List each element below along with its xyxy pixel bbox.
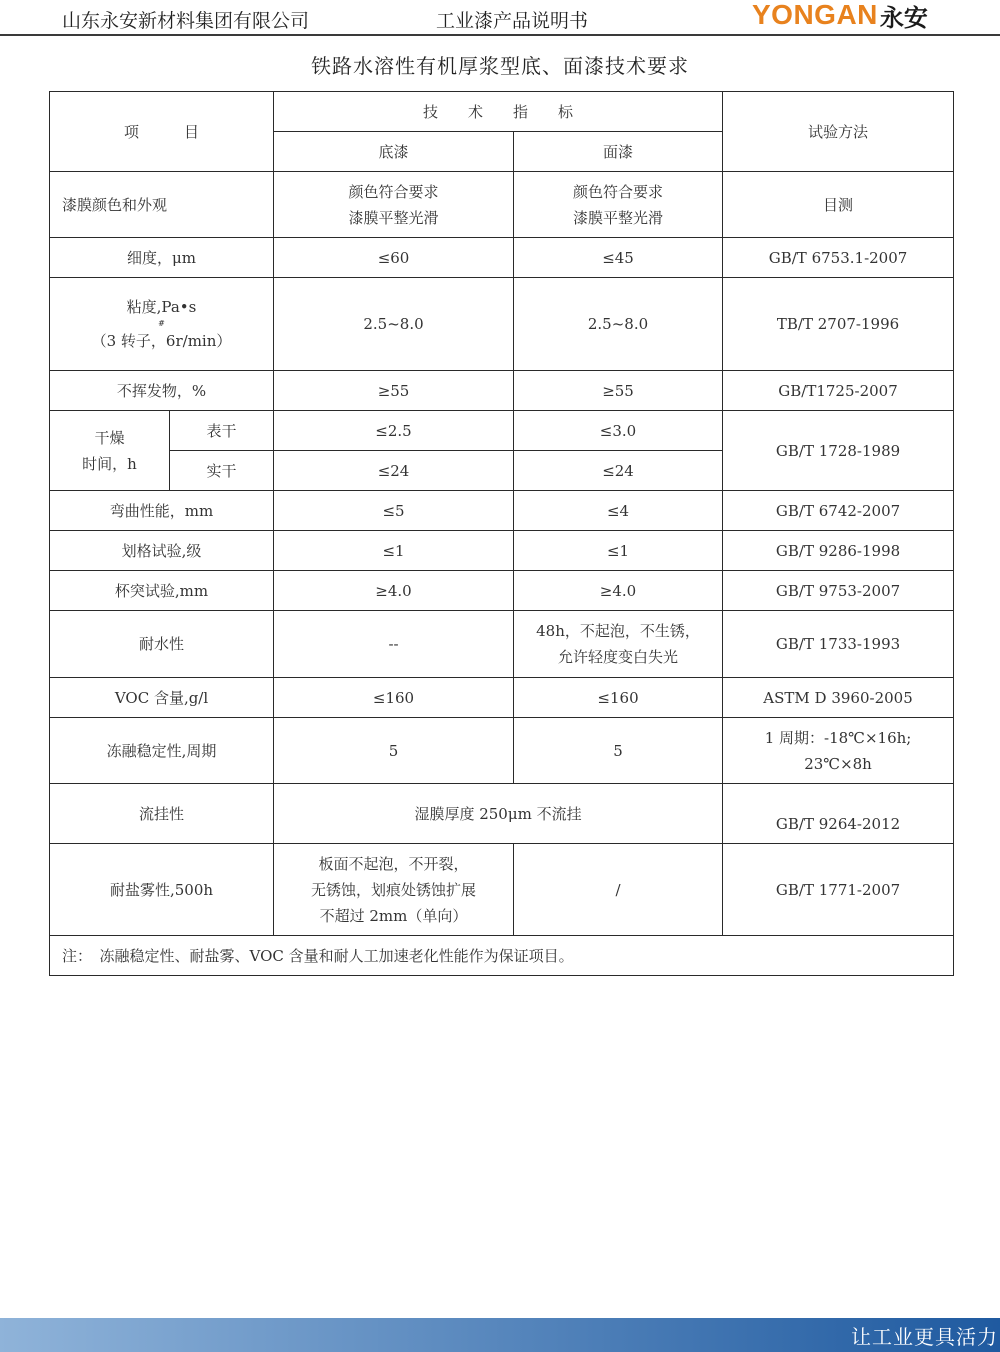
table-row <box>50 491 954 531</box>
brand-logo <box>752 0 928 30</box>
method-cell: GB/T 6753.1-2007 <box>723 238 954 278</box>
table-header-row <box>50 92 954 132</box>
item-cell: 细度，μm <box>50 238 274 278</box>
table-row <box>50 278 954 371</box>
primer-cell: ≤160 <box>274 678 514 718</box>
method-cell: TB/T 2707-1996 <box>723 278 954 371</box>
cell-line: 颜色符合要求 <box>348 182 439 201</box>
primer-cell: ≤60 <box>274 238 514 278</box>
topcoat-cell: ≤160 <box>514 678 723 718</box>
topcoat-cell: ≥4.0 <box>514 571 723 611</box>
cell-line: 粘度,Pa•s <box>126 298 197 316</box>
cell-line: 23℃×8h <box>804 754 872 773</box>
primer-cell: -- <box>274 611 514 678</box>
primer-cell: ≥4.0 <box>274 571 514 611</box>
document-name: 工业漆产品说明书 <box>436 10 589 32</box>
method-cell: GB/T 1733-1993 <box>723 611 954 678</box>
primer-cell <box>274 172 514 238</box>
table-row <box>50 238 954 278</box>
method-cell <box>723 718 954 784</box>
item-cell: 划格试验,级 <box>50 531 274 571</box>
method-cell: GB/T 9286-1998 <box>723 531 954 571</box>
topcoat-cell: ≤1 <box>514 531 723 571</box>
cell-line: 干燥 <box>94 428 125 447</box>
header-method: 试验方法 <box>723 92 954 172</box>
item-cell: 流挂性 <box>50 784 274 844</box>
page-title: 铁路水溶性有机厚浆型底、面漆技术要求 <box>311 54 689 78</box>
table-row <box>50 678 954 718</box>
topcoat-cell: ≤24 <box>514 451 723 491</box>
primer-cell: ≥55 <box>274 371 514 411</box>
topcoat-cell: 5 <box>514 718 723 784</box>
company-name: 山东永安新材料集团有限公司 <box>62 10 310 32</box>
cell-line: 48h，不起泡，不生锈， <box>536 622 700 640</box>
footer-bar <box>0 1318 1000 1352</box>
cell-line: 颜色符合要求 <box>573 182 664 201</box>
primer-cell: ≤2.5 <box>274 411 514 451</box>
logo-text: YONGAN <box>752 0 878 30</box>
header-divider <box>0 34 1000 36</box>
header-item: 项 目 <box>50 92 274 172</box>
primer-cell: 2.5~8.0 <box>274 278 514 371</box>
cell-line: （3 转子，6r/min） <box>91 332 232 350</box>
cell-line: 时间，h <box>82 454 137 473</box>
primer-cell: ≤5 <box>274 491 514 531</box>
cell-line: 不超过 2mm（单向） <box>319 906 468 925</box>
item-cell: 耐水性 <box>50 611 274 678</box>
primer-cell: ≤1 <box>274 531 514 571</box>
topcoat-cell: ≤3.0 <box>514 411 723 451</box>
table-row <box>50 784 954 844</box>
primer-cell <box>274 844 514 936</box>
logo-chinese: 永安 <box>879 3 928 32</box>
table-row <box>50 172 954 238</box>
header-primer: 底漆 <box>274 132 514 172</box>
topcoat-cell: / <box>514 844 723 936</box>
item-cell: 不挥发物，% <box>50 371 274 411</box>
table-row <box>50 371 954 411</box>
item-cell: 杯突试验,mm <box>50 571 274 611</box>
item-cell: VOC 含量,g/l <box>50 678 274 718</box>
method-cell: GB/T1725-2007 <box>723 371 954 411</box>
header-index: 技 术 指 标 <box>274 92 723 132</box>
item-cell <box>50 278 274 371</box>
method-cell: GB/T 9264-2012 <box>723 784 954 844</box>
header-topcoat: 面漆 <box>514 132 723 172</box>
item-cell <box>50 411 170 491</box>
table-row <box>50 531 954 571</box>
table-row <box>50 611 954 678</box>
spec-table <box>49 91 954 976</box>
item-cell: 漆膜颜色和外观 <box>50 172 274 238</box>
cell-line: 1 周期：-18℃×16h; <box>764 728 912 747</box>
primer-cell: 5 <box>274 718 514 784</box>
table-row <box>50 718 954 784</box>
method-cell: GB/T 1771-2007 <box>723 844 954 936</box>
table-row <box>50 571 954 611</box>
topcoat-cell: ≥55 <box>514 371 723 411</box>
item-cell: 耐盐雾性,500h <box>50 844 274 936</box>
footer-slogan: 让工业更具活力 <box>851 1324 998 1349</box>
topcoat-cell: 2.5~8.0 <box>514 278 723 371</box>
primer-cell: ≤24 <box>274 451 514 491</box>
method-cell: GB/T 9753-2007 <box>723 571 954 611</box>
item-cell: 弯曲性能，mm <box>50 491 274 531</box>
method-cell: 目测 <box>723 172 954 238</box>
method-cell: ASTM D 3960-2005 <box>723 678 954 718</box>
cell-line: 漆膜平整光滑 <box>348 208 439 227</box>
topcoat-cell <box>514 611 723 678</box>
item-cell: 冻融稳定性,周期 <box>50 718 274 784</box>
method-cell: GB/T 1728-1989 <box>723 411 954 491</box>
topcoat-cell: ≤4 <box>514 491 723 531</box>
table-row <box>50 411 954 451</box>
subitem-cell: 表干 <box>170 411 274 451</box>
cell-line: 无锈蚀，划痕处锈蚀扩展 <box>311 880 477 899</box>
cell-line: 板面不起泡，不开裂， <box>318 854 469 873</box>
method-cell: GB/T 6742-2007 <box>723 491 954 531</box>
combined-cell: 湿膜厚度 250μm 不流挂 <box>274 784 723 844</box>
table-note: 注： 冻融稳定性、耐盐雾、VOC 含量和耐人工加速老化性能作为保证项目。 <box>50 936 954 976</box>
topcoat-cell <box>514 172 723 238</box>
cell-line: 漆膜平整光滑 <box>573 208 664 227</box>
cell-line: 允许轻度变白失光 <box>558 648 679 666</box>
subitem-cell: 实干 <box>170 451 274 491</box>
footnote-mark: # <box>158 319 165 328</box>
note-row <box>50 936 954 976</box>
topcoat-cell: ≤45 <box>514 238 723 278</box>
page-header <box>0 0 1000 36</box>
table-row <box>50 844 954 936</box>
